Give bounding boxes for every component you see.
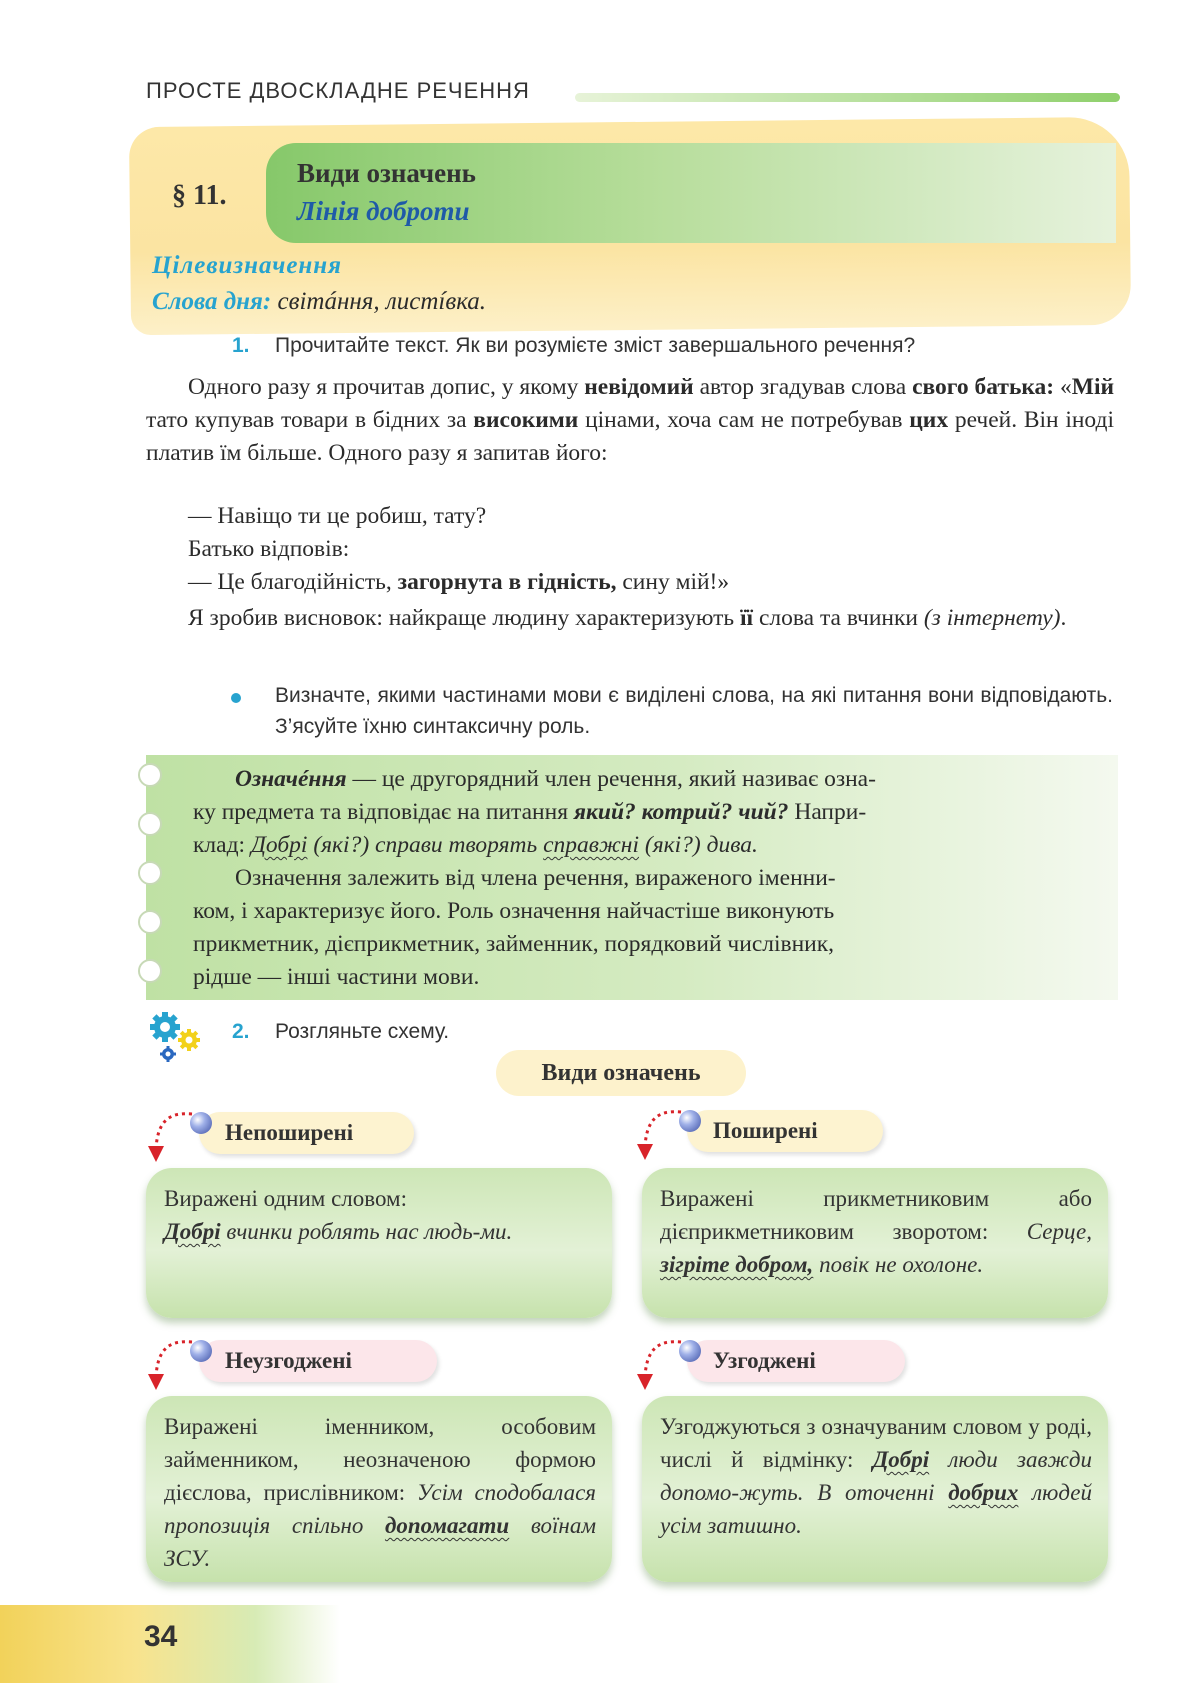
highlighted-word: її xyxy=(740,605,754,631)
rule-line-1 xyxy=(235,766,876,793)
arrow-icon xyxy=(140,1334,200,1396)
rule-line-7: рідше — інші частини мови. xyxy=(193,964,480,990)
card-example: людей усім затишно. xyxy=(660,1480,1092,1538)
text-fragment: тато купував товари в бідних за xyxy=(146,407,474,433)
words-of-day-value: світáння, листíвка. xyxy=(271,288,487,315)
highlighted-word: невідомий xyxy=(584,374,694,400)
text-fragment: — Це благодійність, xyxy=(188,569,398,595)
bullet-ball-icon xyxy=(190,1112,212,1134)
text-fragment: цінами, хоча сам не потребував xyxy=(578,407,910,433)
card-example: воїнам ЗСУ. xyxy=(164,1513,596,1571)
goal-label: Цілевизначення xyxy=(152,252,343,279)
caption-neposhyreni: Непоширені xyxy=(199,1112,414,1154)
card-neposhyreni-text xyxy=(164,1182,596,1248)
card-example: вчинки роблять нас людь-ми. xyxy=(220,1219,513,1244)
example-attribute: справжні xyxy=(543,832,639,858)
dialogue-question: — Навіщо ти це робиш, тату? xyxy=(188,503,487,529)
card-definition: Виражені прикметниковим або дієприкметниковим зворотом: xyxy=(660,1186,1092,1244)
card-definition: Виражені іменником, особовим займенником, неозначеною формою дієслова, прислівником: xyxy=(164,1414,596,1505)
text-fragment: Одного разу я прочитав допис, у якому xyxy=(188,374,585,400)
example-attribute: зігріте добром, xyxy=(660,1252,814,1277)
paragraph-number: § 11. xyxy=(172,180,227,211)
page-number: 34 xyxy=(144,1620,178,1653)
highlighted-word: загорнута в гідність, xyxy=(397,569,617,595)
section-subtitle: Лінія доброти xyxy=(297,196,470,226)
example-attribute: Добрі xyxy=(872,1447,930,1472)
dialogue-father: Батько відповів: xyxy=(188,536,350,562)
words-of-day-label: Слова дня: xyxy=(152,288,272,315)
source-note: (з інтернету) xyxy=(923,605,1061,631)
exercise-1-instruction: Прочитайте текст. Як ви розумієте зміст завершального речення? xyxy=(275,334,916,357)
bullet-ball-icon xyxy=(679,1340,701,1362)
exercise-1-number: 1. xyxy=(232,334,250,357)
bullet-ball-icon xyxy=(190,1340,212,1362)
arrow-icon xyxy=(140,1106,200,1168)
text-fragment: слова та вчинки xyxy=(753,605,924,631)
text-fragment: Напри- xyxy=(788,799,867,825)
arrow-icon xyxy=(629,1334,689,1396)
rule-line-2 xyxy=(193,799,866,826)
exercise-2-instruction: Розгляньте схему. xyxy=(275,1020,450,1043)
binder-ring xyxy=(138,959,162,983)
highlighted-word: Мій xyxy=(1071,374,1115,400)
text-fragment: — це другорядний член речення, який називає озна- xyxy=(346,766,876,792)
text-fragment: сину мій!» xyxy=(616,569,730,595)
card-poshyreni xyxy=(642,1168,1108,1318)
card-poshyreni-text xyxy=(660,1182,1092,1281)
scheme-title: Види означень xyxy=(496,1050,746,1096)
arrow-icon xyxy=(629,1104,689,1166)
example-attribute: Добрі xyxy=(164,1219,221,1244)
card-neposhyreni xyxy=(146,1168,612,1318)
rule-line-3 xyxy=(193,832,758,859)
highlighted-word: свого батька: xyxy=(912,374,1055,400)
bullet-ball-icon xyxy=(679,1110,701,1132)
card-example: повік не охолоне. xyxy=(813,1252,984,1277)
example-attribute: добрих xyxy=(948,1480,1019,1505)
caption-poshyreni: Поширені xyxy=(687,1110,883,1152)
rule-line-6: прикметник, дієприкметник, займенник, порядковий числівник, xyxy=(193,931,835,957)
card-uzgodzheni-text xyxy=(660,1410,1092,1542)
text-fragment: ку предмета та відповідає на питання xyxy=(193,799,574,825)
exercise-1-task: Визначте, якими частинами мови є виділені слова, на які питання вони відповідають. З’ясуйте їхню синтаксичну роль. xyxy=(275,684,1113,738)
card-example: люди завжди допомо-жуть. В оточенні xyxy=(660,1447,1093,1505)
card-uzgodzheni xyxy=(642,1396,1108,1582)
running-head: ПРОСТЕ ДВОСКЛАДНЕ РЕЧЕННЯ xyxy=(146,78,530,103)
text-fragment: автор згадував слова xyxy=(693,374,913,400)
caption-uzgodzheni: Узгоджені xyxy=(687,1340,905,1382)
rule-line-5: ком, і характеризує його. Роль означення найчастіше виконують xyxy=(193,898,835,924)
caption-neuzgodzheni: Неузгоджені xyxy=(199,1340,437,1382)
dialogue-answer xyxy=(188,569,729,596)
exercise-2-number: 2. xyxy=(232,1020,250,1043)
text-fragment: клад: xyxy=(193,832,251,858)
words-of-day xyxy=(152,288,486,316)
text-fragment: Я зробив висновок: найкраще людину характеризують xyxy=(188,605,741,631)
binder-ring xyxy=(138,763,162,787)
example-attribute: Добрі xyxy=(250,832,308,858)
example-attribute: допомагати xyxy=(384,1513,510,1538)
text-paragraph-1 xyxy=(146,371,1114,470)
gears-icon xyxy=(148,1010,206,1068)
card-example: Усім сподобалася пропозиція спільно xyxy=(164,1480,596,1538)
card-definition: Узгоджуються з означуваним словом у роді, числі й відмінку: xyxy=(660,1414,1092,1472)
card-neuzgodzheni-text xyxy=(164,1410,596,1575)
card-definition: Виражені одним словом: xyxy=(164,1186,407,1211)
highlighted-word: цих xyxy=(909,407,949,433)
card-example: Серце, xyxy=(1026,1219,1092,1244)
text-fragment: (які?) дива. xyxy=(639,832,758,858)
binder-ring xyxy=(138,910,162,934)
text-conclusion xyxy=(146,602,1114,635)
card-neuzgodzheni xyxy=(146,1396,612,1582)
text-fragment: речей. Він іноді платив їм більше. Одного разу я запитав його: xyxy=(146,407,1114,466)
rule-line-4: Означення залежить від члена речення, вираженого іменни- xyxy=(235,865,836,891)
binder-ring xyxy=(138,861,162,885)
header-divider xyxy=(575,93,1120,102)
task-bullet xyxy=(231,693,241,703)
text-fragment: « xyxy=(1054,374,1072,400)
highlighted-word: високими xyxy=(473,407,579,433)
section-title: Види означень xyxy=(297,158,476,188)
text-fragment: (які?) справи творять xyxy=(307,832,544,858)
binder-ring xyxy=(138,812,162,836)
rule-questions: який? котрий? чий? xyxy=(573,799,789,825)
text-fragment: . xyxy=(1060,605,1067,631)
rule-term: Означéння xyxy=(235,766,347,792)
